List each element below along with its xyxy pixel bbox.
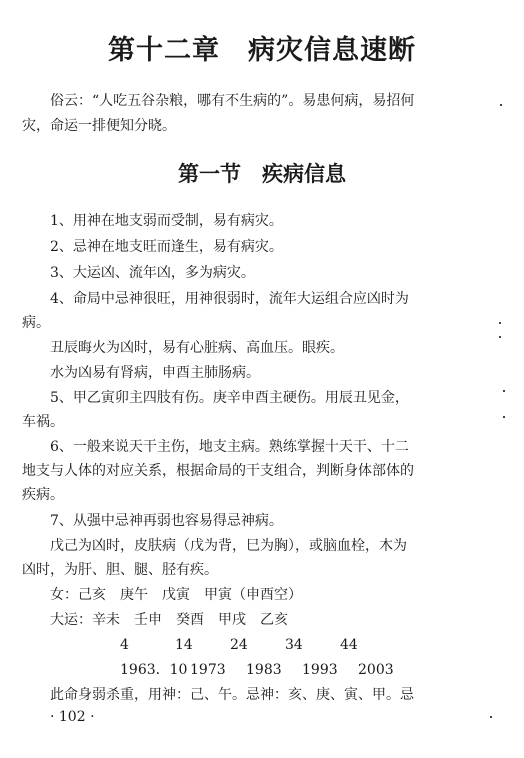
chapter-title: 第十二章 病灾信息速断 [108,35,416,66]
year-value: 1963．10 [120,662,188,678]
age-value: 24 [230,637,248,653]
body-line: 病。 [22,315,50,331]
body-line: 1、用神在地支弱而受制，易有病灾。 [50,213,283,229]
body-line: 7、从强中忌神再弱也容易得忌神病。 [50,513,283,529]
body-line: 3、大运凶、流年凶，多为病灾。 [50,265,255,281]
body-line: 车祸。 [22,414,64,430]
body-line: 戊己为凶时，皮肤病（戊为背，巳为胸），或脑血栓，木为 [50,538,407,554]
body-line: 4、命局中忌神很旺，用神很弱时，流年大运组合应凶时为 [50,291,409,307]
age-value: 4 [120,637,129,653]
scan-speck [503,416,505,418]
body-line: 2、忌神在地支旺而逢生，易有病灾。 [50,239,283,255]
body-line: 地支与人体的对应关系，根据命局的干支组合，判断身体部体的 [22,463,414,479]
section-title: 第一节 疾病信息 [178,162,346,186]
scan-speck [503,390,505,392]
age-value: 14 [175,637,193,653]
luck-periods: 大运：辛未 壬申 癸酉 甲戌 乙亥 [50,612,288,628]
scan-speck [500,104,502,106]
body-line: 此命身弱杀重，用神：己、午。忌神：亥、庚、寅、甲。忌 [50,687,414,703]
body-line: 水为凶易有肾病，申酉主肺肠病。 [50,365,260,381]
age-value: 44 [340,637,358,653]
year-value: 2003 [358,662,394,678]
year-value: 1983 [246,662,282,678]
page-number: · 102 · [50,709,95,725]
scan-speck [499,336,501,338]
body-line: 凶时，为肝、胆、腿、胫有疾。 [22,562,218,578]
scan-speck [499,322,501,324]
intro-line-1: 俗云：“人吃五谷杂粮，哪有不生病的”。易患何病，易招何 [50,93,415,109]
year-value: 1973 [190,662,226,678]
chart-female: 女：己亥 庚午 戊寅 甲寅（申酉空） [50,587,302,603]
body-line: 5、甲乙寅卯主四肢有伤。庚辛申酉主硬伤。用辰丑见金， [50,390,409,406]
body-line: 6、一般来说天干主伤，地支主病。熟练掌握十天干、十二 [50,439,409,455]
years-row [120,661,414,679]
age-value: 34 [285,637,303,653]
body-line: 丑辰晦火为凶时，易有心脏病、高血压。眼疾。 [50,340,344,356]
ages-row [120,636,395,654]
scan-speck [490,716,492,718]
intro-line-2: 灾，命运一排便知分晓。 [22,118,176,134]
year-value: 1993 [302,662,338,678]
body-line: 疾病。 [22,487,64,503]
